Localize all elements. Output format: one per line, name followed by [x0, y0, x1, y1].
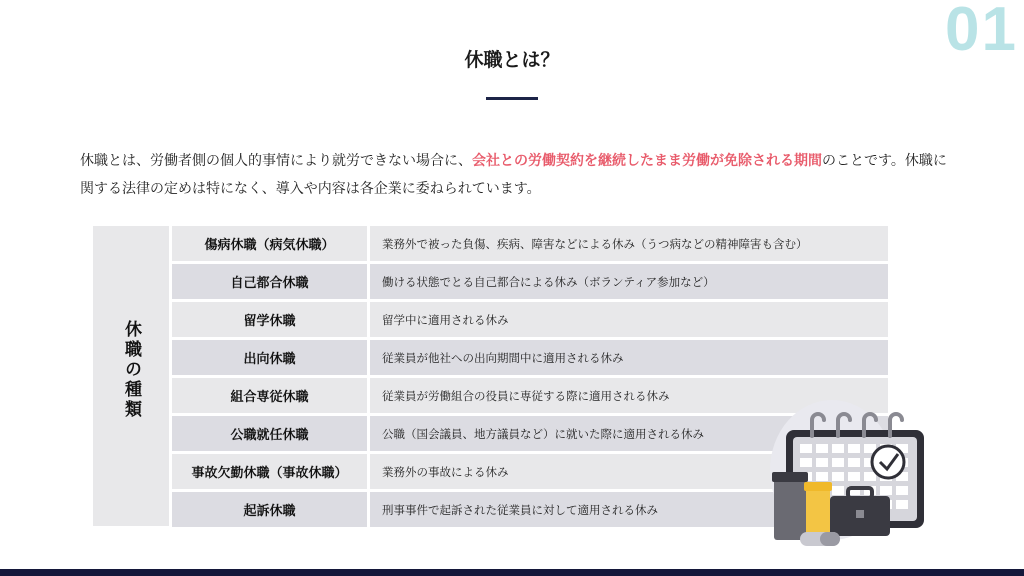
intro-paragraph [80, 147, 960, 203]
leave-type-description: 従業員が労働組合の役員に専従する際に適用される休み [370, 378, 888, 413]
leave-type-name: 起訴休職 [172, 492, 367, 527]
leave-type-description: 働ける状態でとる自己都合による休み（ボランティア参加など） [370, 264, 888, 299]
pill-bottle-icon [772, 472, 832, 540]
intro-highlight: 会社との労働契約を継続したまま労働が免除される期間 [472, 153, 822, 169]
footer-bar [0, 569, 1024, 576]
capsule-icon [800, 532, 840, 546]
leave-type-description: 公職（国会議員、地方議員など）に就いた際に適用される休み [370, 416, 888, 451]
leave-type-name: 公職就任休職 [172, 416, 367, 451]
vertical-header-label: 休職の種類 [121, 320, 141, 420]
leave-type-name: 留学休職 [172, 302, 367, 337]
leave-type-description: 留学中に適用される休み [370, 302, 888, 337]
leave-type-name: 組合専従休職 [172, 378, 367, 413]
leave-type-description: 業務外で被った負傷、疾病、障害などによる休み（うつ病などの精神障害も含む） [370, 226, 888, 261]
table-vertical-header [93, 226, 169, 526]
title-underline [486, 97, 538, 100]
leave-type-description: 業務外の事故による休み [370, 454, 888, 489]
leave-type-description: 従業員が他社への出向期間中に適用される休み [370, 340, 888, 375]
intro-text-after: のことです。休職に関する法律の定めは特になく、導入や内容は各企業に委ねられています。 [80, 153, 947, 197]
page-number: 01 [945, 0, 1018, 64]
page-title: 休職とは？ [464, 49, 560, 71]
sick-leave-illustration [760, 392, 930, 556]
leave-type-name: 出向休職 [172, 340, 367, 375]
intro-text-before: 休職とは、労働者側の個人的事情により就労できない場合に、 [80, 153, 472, 169]
leave-type-name: 傷病休職（病気休職） [172, 226, 367, 261]
leave-type-name: 事故欠勤休職（事故休職） [172, 454, 367, 489]
leave-type-name: 自己都合休職 [172, 264, 367, 299]
leave-type-description: 刑事事件で起訴された従業員に対して適用される休み [370, 492, 888, 527]
